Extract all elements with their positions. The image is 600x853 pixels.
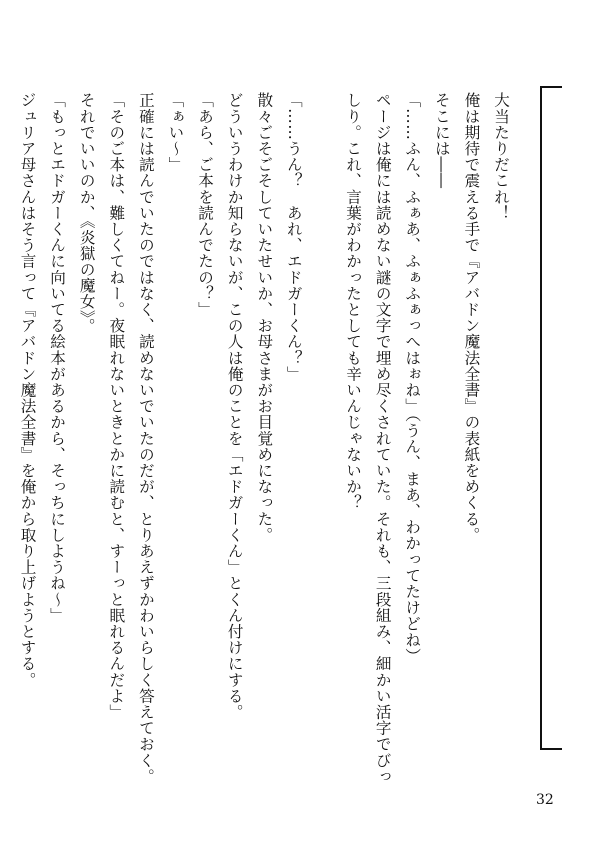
text-line: 「……うん？ あれ、エドガーくん？」 bbox=[284, 92, 303, 382]
blank-line bbox=[308, 92, 338, 752]
text-line: ページは俺には読めない謎の文字で埋め尽くされていた。それも、三段組み、細かい活字でびっ bbox=[373, 92, 392, 785]
text-line: 散々ごそごそしていたせいか、お母さまがお目覚めになった。 bbox=[255, 92, 274, 543]
text-line: 正確には読んでいたのではなく、読めないでいたのだが、とりあえずかわいらしく答えておく。 bbox=[136, 92, 155, 785]
text-line: 「そのご本は、難しくてねー。夜眠れないときとかに読むと、すーっと眠れるんだよ」 bbox=[107, 92, 126, 720]
text-line: 俺は期待で震える手で『アバドン魔法全書』の表紙をめくる。 bbox=[462, 92, 481, 543]
body-text bbox=[12, 92, 515, 785]
text-line: そこには―― bbox=[432, 92, 451, 189]
text-line: 大当たりだこれ！ bbox=[492, 92, 510, 221]
text-line: 「ぁい～」 bbox=[166, 92, 185, 173]
text-line: 「あら、ご本を読んでたの？」 bbox=[196, 92, 215, 318]
text-line: しり。これ、言葉がわかったとしても辛いんじゃないか？ bbox=[344, 92, 363, 511]
text-line: ジュリア母さんはそう言って『アバドン魔法全書』を俺から取り上げようとする。 bbox=[18, 92, 37, 688]
text-line: 「もっとエドガーくんに向いてる絵本があるから、そっちにしようね～」 bbox=[48, 92, 67, 624]
text-line: 「……ふん、ふぁあ、ふぁふぁっへはぉね」（うん、まあ、わかってたけどね） bbox=[403, 92, 422, 664]
text-line: どういうわけか知らないが、この人は俺のことを「エドガーくん」とくん付けにする。 bbox=[225, 92, 244, 720]
text-line: それでいいのか、《炎獄の魔女》。 bbox=[77, 92, 96, 334]
chapter-bracket bbox=[540, 86, 562, 750]
page-number: 32 bbox=[536, 792, 554, 808]
